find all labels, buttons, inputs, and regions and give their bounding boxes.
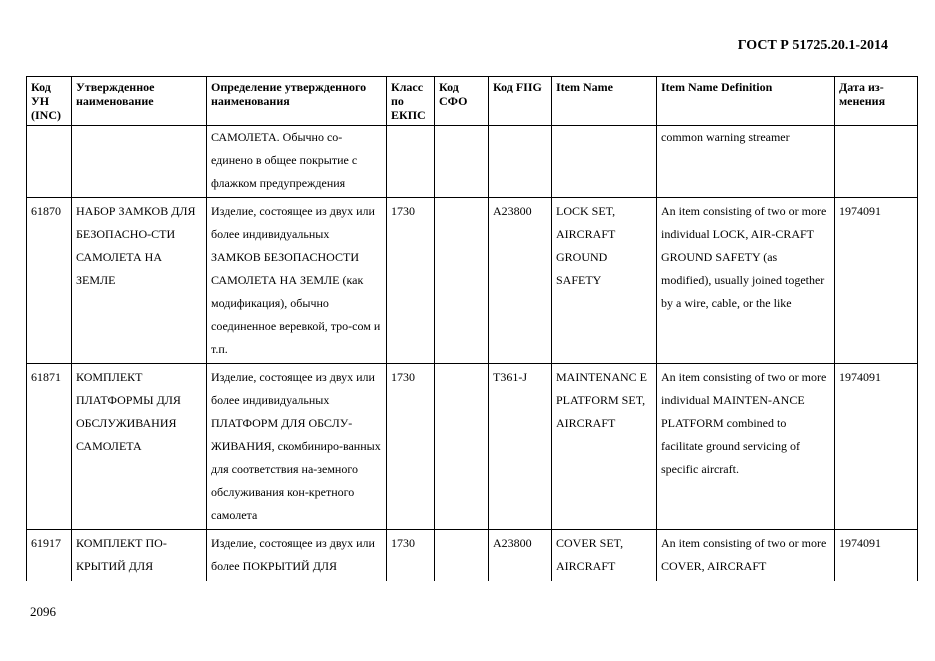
header-row (27, 77, 918, 126)
cell-item-definition: An item consisting of two or more COVER, AIRCRAFT (657, 530, 835, 582)
cell-name: КОМПЛЕКТ ПЛАТФОРМЫ ДЛЯ ОБСЛУЖИВАНИЯ САМОЛЕТА (72, 364, 207, 530)
cell-name (72, 126, 207, 198)
cell-fiig: T361-J (489, 364, 552, 530)
col-header-definition: Определение утвержденного наименования (207, 77, 387, 126)
col-header-fiig: Код FIIG (489, 77, 552, 126)
cell-item-name (552, 126, 657, 198)
col-header-date: Дата из-менения (835, 77, 918, 126)
cell-definition: САМОЛЕТА. Обычно со-единено в общее покрытие с флажком предупреждения (207, 126, 387, 198)
cell-item-definition: An item consisting of two or more individual MAINTEN-ANCE PLATFORM combined to facilitate ground servicing of specific aircraft. (657, 364, 835, 530)
cell-item-name: LOCK SET, AIRCRAFT GROUND SAFETY (552, 198, 657, 364)
cell-date: 1974091 (835, 364, 918, 530)
cell-inc (27, 126, 72, 198)
cell-fiig: A23800 (489, 530, 552, 582)
table-row (27, 530, 918, 582)
cell-sfo (435, 126, 489, 198)
col-header-sfo: Код СФО (435, 77, 489, 126)
cell-sfo (435, 364, 489, 530)
cell-date (835, 126, 918, 198)
table-row (27, 198, 918, 364)
cell-sfo (435, 198, 489, 364)
cell-item-definition: common warning streamer (657, 126, 835, 198)
cell-item-name: COVER SET, AIRCRAFT (552, 530, 657, 582)
cell-class (387, 126, 435, 198)
cell-inc: 61871 (27, 364, 72, 530)
inc-table (26, 76, 918, 581)
cell-date: 1974091 (835, 198, 918, 364)
cell-fiig: A23800 (489, 198, 552, 364)
cell-inc: 61917 (27, 530, 72, 582)
cell-definition: Изделие, состоящее из двух или более индивидуальных ЗАМКОВ БЕЗОПАСНОСТИ САМОЛЕТА НА ЗЕМЛЕ (как модификация), обычно соединенное веревкой, тро-сом и т.п. (207, 198, 387, 364)
col-header-class: Класс по ЕКПС (387, 77, 435, 126)
cell-definition: Изделие, состоящее из двух или более ПОКРЫТИЙ ДЛЯ (207, 530, 387, 582)
cell-fiig (489, 126, 552, 198)
page-number: 2096 (30, 604, 56, 619)
cell-item-name: MAINTENANC E PLATFORM SET, AIRCRAFT (552, 364, 657, 530)
table-row (27, 364, 918, 530)
cell-inc: 61870 (27, 198, 72, 364)
cell-date: 1974091 (835, 530, 918, 582)
cell-class: 1730 (387, 198, 435, 364)
col-header-item-definition: Item Name Definition (657, 77, 835, 126)
cell-class: 1730 (387, 530, 435, 582)
cell-class: 1730 (387, 364, 435, 530)
cell-definition: Изделие, состоящее из двух или более индивидуальных ПЛАТФОРМ ДЛЯ ОБСЛУ-ЖИВАНИЯ, скомбиниро-ванных для соответствия на-земного обслуживания кон-кретного самолета (207, 364, 387, 530)
cell-name: КОМПЛЕКТ ПО-КРЫТИЙ ДЛЯ (72, 530, 207, 582)
cell-sfo (435, 530, 489, 582)
table-row (27, 126, 918, 198)
cell-item-definition: An item consisting of two or more individual LOCK, AIR-CRAFT GROUND SAFETY (as modified), usually joined together by a wire, cable, or the like (657, 198, 835, 364)
col-header-item-name: Item Name (552, 77, 657, 126)
cell-name: НАБОР ЗАМКОВ ДЛЯ БЕЗОПАСНО-СТИ САМОЛЕТА НА ЗЕМЛЕ (72, 198, 207, 364)
col-header-approved-name: Утвержденное наименование (72, 77, 207, 126)
col-header-inc: Код УН (INC) (27, 77, 72, 126)
document-header: ГОСТ Р 51725.20.1-2014 (737, 38, 888, 53)
